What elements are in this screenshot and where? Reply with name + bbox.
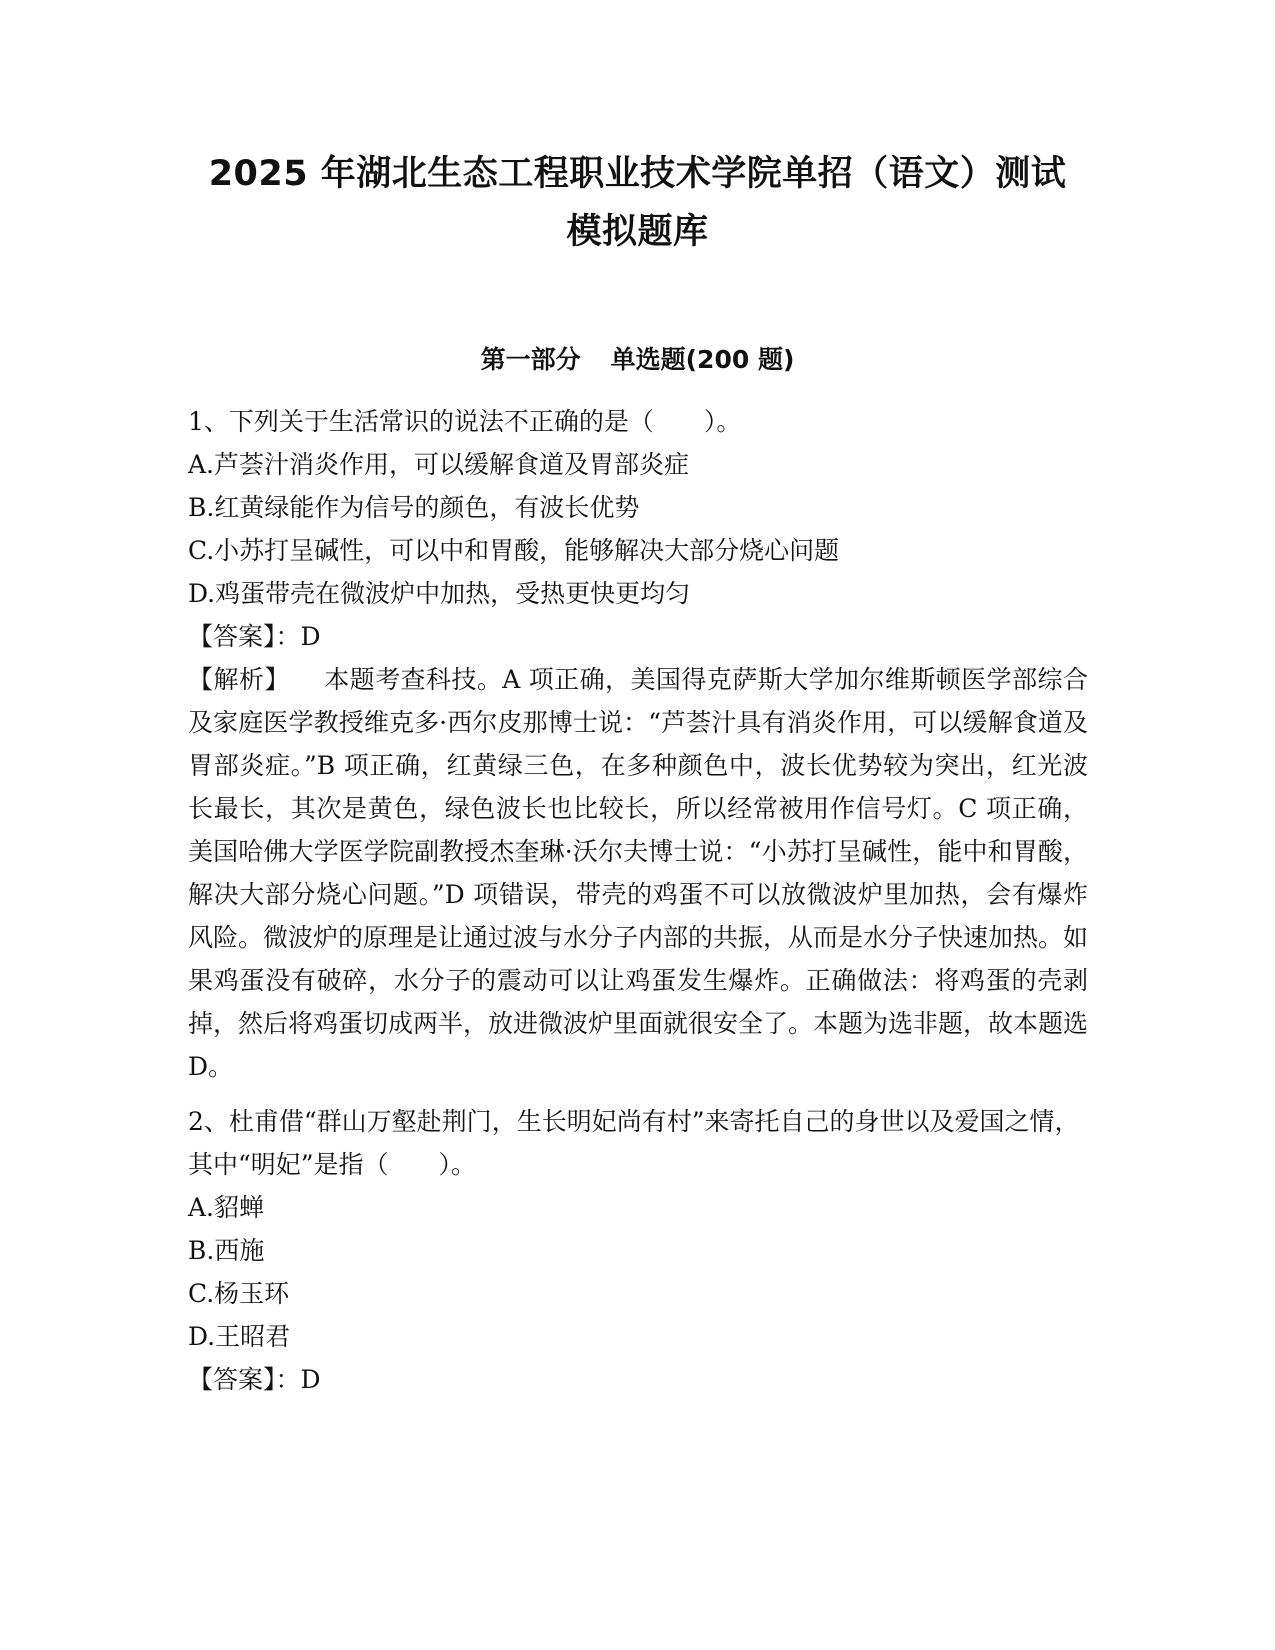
title-line-1: 2025 年湖北生态工程职业技术学院单招（语文）测试	[208, 154, 1067, 194]
question-list	[188, 400, 1088, 1401]
title-line-2: 模拟题库	[566, 212, 709, 252]
question-stem: 2、杜甫借“群山万壑赴荆门，生长明妃尚有村”来寄托自己的身世以及爱国之情，其中“明妃”是指（ ）。	[188, 1107, 1080, 1179]
option-a: A.芦荟汁消炎作用，可以缓解食道及胃部炎症	[188, 450, 690, 479]
section-name: 单选题(200 题)	[610, 345, 795, 374]
section-heading	[150, 340, 1125, 380]
question-1	[188, 400, 1088, 1088]
option-d: D.鸡蛋带壳在微波炉中加热，受热更快更均匀	[188, 579, 691, 608]
question-2	[188, 1100, 1088, 1401]
question-stem: 1、下列关于生活常识的说法不正确的是（ ）。	[188, 407, 742, 436]
section-part: 第一部分	[480, 345, 581, 374]
answer-value: D	[300, 622, 321, 651]
answer-label: 【答案】：	[188, 622, 301, 651]
option-b: B.西施	[188, 1236, 265, 1265]
option-b: B.红黄绿能作为信号的颜色，有波长优势	[188, 493, 640, 522]
answer-line	[188, 615, 1088, 658]
option-c: C.杨玉环	[188, 1279, 290, 1308]
answer-line	[188, 1358, 1088, 1401]
option-c: C.小苏打呈碱性，可以中和胃酸，能够解决大部分烧心问题	[188, 536, 840, 565]
explanation	[188, 658, 1088, 1088]
explanation-label: 【解析】	[188, 665, 290, 694]
answer-value: D	[300, 1365, 321, 1394]
explanation-text: 本题考查科技。A 项正确，美国得克萨斯大学加尔维斯顿医学部综合及家庭医学教授维克多·西尔皮那博士说：“芦荟汁具有消炎作用，可以缓解食道及胃部炎症。”B 项正确，红黄绿三色，在多种颜色中，波长优势较为突出，红光波长最长，其次是黄色，绿色波长也比较长，所以经常被用作信号灯。C 项正确，美国哈佛大学医学院副教授杰奎琳·沃尔夫博士说：“小苏打呈碱性，能中和胃酸，解决大部分烧心问题。”D 项错误，带壳的鸡蛋不可以放微波炉里加热，会有爆炸风险。微波炉的原理是让通过波与水分子内部的共振，从而是水分子快速加热。如果鸡蛋没有破碎，水分子的震动可以让鸡蛋发生爆炸。正确做法：将鸡蛋的壳剥掉，然后将鸡蛋切成两半，放进微波炉里面就很安全了。本题为选非题，故本题选 D。	[188, 665, 1089, 1081]
document-title	[150, 145, 1125, 261]
option-d: D.王昭君	[188, 1322, 291, 1351]
option-a: A.貂蝉	[188, 1193, 265, 1222]
answer-label: 【答案】：	[188, 1365, 301, 1394]
